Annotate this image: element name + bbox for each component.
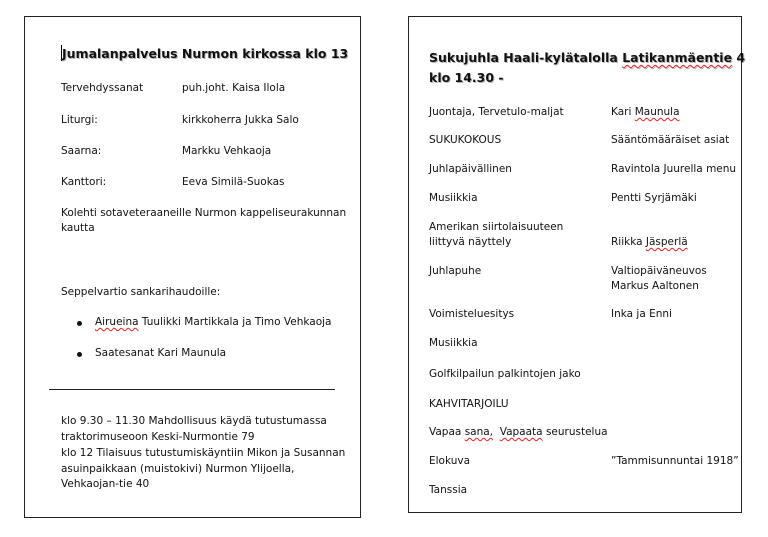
role-label: Kanttori: bbox=[61, 176, 107, 188]
page-subtitle: klo 14.30 - bbox=[429, 70, 504, 85]
programme-who: Pentti Syrjämäki bbox=[611, 192, 697, 204]
misspelled-word: Jäsperlä bbox=[645, 236, 688, 248]
role-name: puh.joht. Kaisa Ilola bbox=[182, 82, 286, 94]
programme-who: Kari Maunula bbox=[611, 106, 680, 118]
note-paragraph: klo 12 Tilaisuus tutustumiskäyntiin Mikon ja Susannan asuinpaikkaan (muistokivi) Nurmon Ylijoella, Vehkaojan-tie 40 bbox=[61, 447, 346, 490]
misspelled-word: Maunula bbox=[634, 106, 680, 118]
role-name: kirkkoherra Jukka Salo bbox=[182, 114, 299, 126]
programme-item: Juontaja, Tervetulo-maljat bbox=[429, 106, 564, 118]
programme-item: Golfkilpailun palkintojen jako bbox=[429, 368, 581, 380]
role-label: Tervehdyssanat bbox=[61, 82, 144, 94]
list-item bbox=[95, 315, 331, 331]
programme-item: KAHVITARJOILU bbox=[429, 398, 509, 410]
role-name: Markku Vehkaoja bbox=[182, 145, 272, 157]
collection-line: Kolehti sotaveteraaneille Nurmon kappeliseurakunnan bbox=[61, 207, 347, 219]
misspelled-word: Latikanmäentie bbox=[622, 50, 733, 65]
programme-who: ”Tammisunnuntai 1918” bbox=[611, 455, 739, 467]
collection-line: kautta bbox=[61, 222, 95, 234]
role-name: Eeva Similä-Suokas bbox=[182, 176, 285, 188]
programme-who: Ravintola Juurella menu bbox=[611, 163, 737, 175]
programme-item: Juhlapäivällinen bbox=[429, 163, 512, 175]
misspelled-word: sana, bbox=[464, 426, 494, 438]
programme-who: Riikka Jäsperlä bbox=[611, 236, 688, 248]
programme-who: Markus Aaltonen bbox=[611, 280, 699, 292]
programme-item: liittyvä näyttely bbox=[429, 236, 512, 248]
programme-item: Elokuva bbox=[429, 455, 471, 467]
programme-item: Amerikan siirtolaisuuteen bbox=[429, 221, 564, 233]
left-page bbox=[24, 16, 361, 518]
programme-item: SUKUKOKOUS bbox=[429, 134, 502, 146]
programme-item: Musiikkia bbox=[429, 337, 478, 349]
misspelled-word: Airueina bbox=[95, 316, 139, 328]
right-page bbox=[408, 16, 746, 513]
role-label: Saarna: bbox=[61, 145, 102, 157]
bullet-icon bbox=[77, 321, 82, 326]
divider-line bbox=[49, 389, 335, 390]
note-paragraph: klo 9.30 – 11.30 Mahdollisuus käydä tutustumassa traktorimuseoon Keski-Nurmontie 79 bbox=[61, 415, 327, 443]
programme-item: Juhlapuhe bbox=[429, 265, 482, 277]
programme-who: Valtiopäiväneuvos bbox=[611, 265, 707, 277]
list-item: Saatesanat Kari Maunula bbox=[95, 347, 227, 359]
guard-heading: Seppelvartio sankarihaudoille: bbox=[61, 286, 221, 298]
role-label: Liturgi: bbox=[61, 114, 98, 126]
programme-item: Musiikkia bbox=[429, 192, 478, 204]
programme-who: Inka ja Enni bbox=[611, 308, 672, 320]
misspelled-word: Vapaata bbox=[499, 426, 543, 438]
programme-item: Tanssia bbox=[429, 484, 468, 496]
list-item-text: Tuulikki Martikkala ja Timo Vehkaoja bbox=[138, 316, 332, 328]
bullet-icon bbox=[77, 352, 82, 357]
programme-who: Sääntömääräiset asiat bbox=[611, 134, 730, 146]
page-title: Sukujuhla Haali-kylätalolla Latikanmäentie 4 bbox=[429, 50, 746, 65]
programme-item: Voimisteluesitys bbox=[429, 308, 515, 320]
page-title: Jumalanpalvelus Nurmon kirkossa klo 13 bbox=[62, 46, 349, 61]
programme-item: Vapaa sana, Vapaata seurustelua bbox=[429, 426, 608, 438]
